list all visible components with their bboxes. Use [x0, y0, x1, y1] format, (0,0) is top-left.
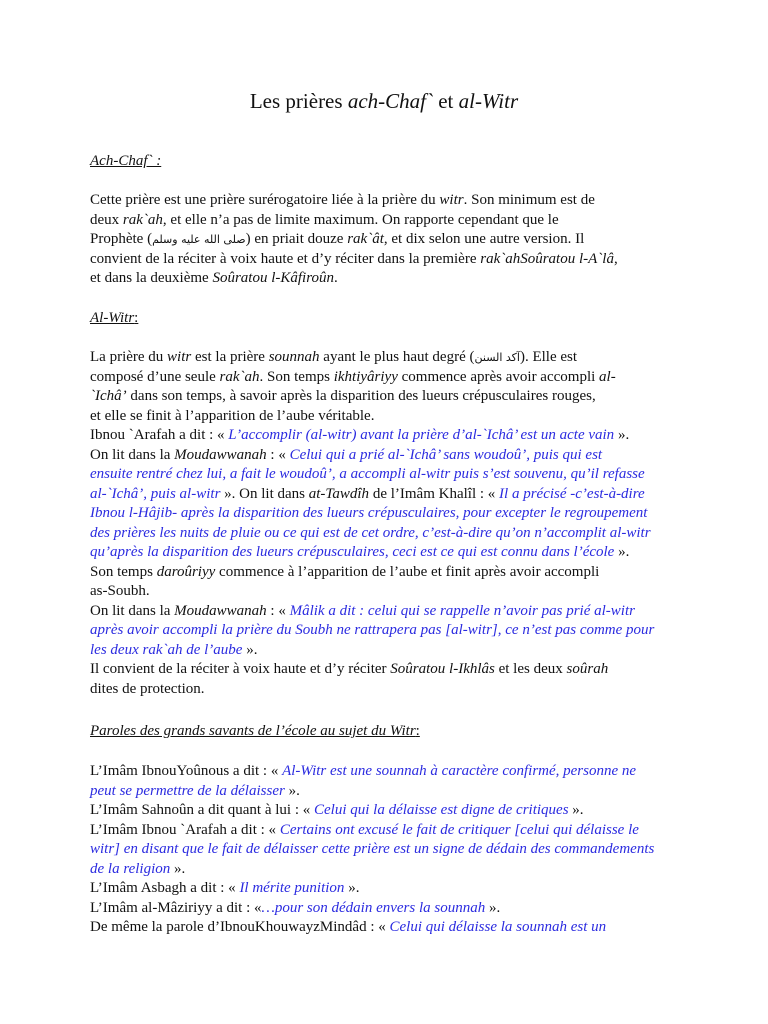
title-name-chaf: ach-Chaf` [347, 89, 433, 113]
text-span: : « [266, 602, 290, 619]
text-line [90, 762, 690, 782]
paragraph-witr [90, 348, 690, 699]
text-span: rak`ât [347, 231, 384, 247]
text-span: et elle se finit à l’apparition de l’aube véritable. [90, 407, 375, 424]
text-line [90, 782, 690, 802]
text-line [90, 524, 690, 544]
paragraph-paroles [90, 762, 690, 938]
text-span: witr [439, 192, 464, 208]
text-span: . Son minimum est de [463, 192, 595, 208]
text-span: dans son temps, à savoir après la disparition des lueurs crépusculaires rouges, [126, 388, 596, 404]
text-line [90, 899, 690, 919]
text-line [90, 191, 690, 211]
text-span: ». [344, 880, 360, 896]
text-span: sounnah [268, 349, 320, 365]
quote: witr] en disant que le fait de délaisser cette prière est un signe de dédain des commandements [90, 841, 655, 857]
title-prefix: Les prières [249, 89, 348, 113]
text-span: Cette prière est une prière surérogatoire liée à la prière du [90, 192, 440, 208]
text-span: rak`ahSoûratou l-A`lâ [480, 250, 614, 267]
text-span: rak`ah [122, 211, 163, 228]
quote: des prières les nuits de pluie ou ce qui est de cet ordre, c’est-à-dire qu’on n’accomplit al-witr [90, 524, 651, 541]
quote: Ibnou l-Hâjib- après la disparition des lueurs crépusculaires, pour excepter le regroupement [90, 505, 648, 521]
text-span: ikhtiyâriyy [333, 368, 398, 385]
text-span: ». [242, 641, 258, 658]
quote: Celui qui a prié al-`Ichâ’ sans woudoû’, puis qui est [289, 446, 603, 463]
heading-text: Paroles des grands savants de l’école au sujet du Witr [90, 723, 416, 739]
text-line [90, 426, 690, 446]
text-span: Prophète ( [90, 231, 153, 247]
text-span: ». [568, 802, 584, 818]
text-span: de l’Imâm Khalîl : « [369, 485, 500, 502]
quote: Celui qui la délaisse est digne de critiques [314, 802, 569, 818]
text-span: deux [90, 211, 123, 228]
text-line [90, 621, 690, 641]
text-line [90, 801, 690, 821]
text-span: La prière du [90, 349, 168, 365]
heading-colon: : [415, 723, 420, 739]
quote: Il mérite punition [239, 880, 345, 896]
text-span: soûrah [566, 661, 609, 677]
title-mid: et [432, 89, 459, 113]
quote: de la religion [90, 860, 171, 877]
text-line [90, 918, 690, 938]
text-line [90, 602, 690, 622]
text-span: . [145, 583, 150, 599]
text-span: . [334, 270, 338, 286]
text-span: et dans la deuxième [90, 270, 213, 286]
text-span: : « [266, 446, 290, 463]
text-span: ». On lit dans [220, 485, 309, 502]
text-line [90, 582, 690, 602]
text-line [90, 407, 690, 427]
text-span: L’Imâm Ibnou `Arafah a dit : « [90, 821, 280, 838]
text-span: L’Imâm Sahnoûn a dit quant à lui : « [90, 802, 314, 818]
quote: peut se permettre de la délaisser [90, 782, 285, 799]
text-line [90, 269, 690, 289]
text-span: `Ichâ’ [90, 388, 127, 404]
text-span: commence après avoir accompli [397, 368, 600, 385]
section-heading-chaf [90, 152, 690, 172]
text-line [90, 680, 690, 700]
text-line [90, 660, 690, 680]
text-span: De même la parole d’IbnouKhouwayzMindâd : « [90, 919, 390, 935]
text-span: Soûratou l-Kâfiroûn [212, 270, 335, 286]
heading-text: Al-Witr [90, 310, 135, 326]
text-line [90, 465, 690, 485]
text-span: dites de protection. [90, 680, 205, 697]
text-span: ) en priait douze [245, 231, 348, 247]
quote: après avoir accompli la prière du Soubh ne rattrapera pas [al-witr], ce n’est pas comme pour [90, 622, 655, 638]
text-span: composé d’une seule [90, 368, 220, 385]
text-line [90, 485, 690, 505]
text-span: rak`ah [219, 368, 260, 385]
text-span: daroûriyy [156, 563, 216, 580]
quote: ensuite rentré chez lui, a fait le woudoû’, a accompli al-witr puis s’est souvenu, qu’il refasse [90, 466, 645, 482]
text-span: On lit dans la [90, 446, 175, 463]
text-span: at-Tawdîh [308, 485, 370, 502]
text-span: witr [167, 349, 192, 365]
heading-colon: : [134, 310, 139, 326]
text-span: Il convient de la réciter à voix haute et d’y réciter [90, 661, 391, 677]
text-span: commence à l’apparition de l’aube et finit après avoir accompli [215, 563, 600, 580]
arabic-salutation: صلى الله عليه وسلم [152, 233, 246, 246]
text-line [90, 860, 690, 880]
quote: Celui qui délaisse la sounnah est un [389, 919, 607, 935]
text-span: Ibnou `Arafah a dit : « [90, 427, 229, 443]
paragraph-chaf [90, 191, 690, 289]
text-line [90, 446, 690, 466]
text-span: L’Imâm IbnouYoûnous a dit : « [90, 763, 283, 779]
quote: Certains ont excusé le fait de critiquer [celui qui délaisse le [279, 821, 639, 838]
text-span: , et elle n’a pas de limite maximum. On rapporte cependant que le [162, 211, 559, 228]
text-span: , et dix selon une autre version. Il [383, 231, 585, 247]
text-span: , [613, 250, 618, 267]
text-span: Moudawwanah [174, 602, 267, 619]
text-span: est la prière [191, 349, 269, 365]
text-line [90, 211, 690, 231]
heading-text: Ach-Chaf` : [90, 153, 162, 169]
text-span: ). Elle est [519, 349, 578, 365]
arabic-term: آكد السنن [474, 351, 520, 364]
text-span: al- [599, 368, 616, 385]
title-name-witr: al-Witr [458, 89, 519, 113]
text-span: . Son temps [259, 368, 334, 385]
text-span: ». [614, 427, 630, 443]
quote: Il a précisé -c’est-à-dire [499, 485, 645, 502]
page-title [0, 88, 768, 114]
text-span: as-Soubh [90, 583, 146, 599]
text-span: ». [614, 544, 630, 560]
text-span: ». [170, 860, 186, 877]
quote: al-`Ichâ’, puis al-witr [90, 485, 221, 502]
quote: qu’après la disparition des lueurs crépusculaires, ceci est ce qui est connu dans l’école [90, 544, 615, 560]
text-line [90, 230, 690, 250]
quote: les deux rak`ah de l’aube [90, 641, 243, 658]
text-line [90, 543, 690, 563]
text-span: ayant le plus haut degré ( [319, 349, 475, 365]
text-line [90, 563, 690, 583]
text-line [90, 879, 690, 899]
text-line [90, 821, 690, 841]
text-span: ». [485, 899, 501, 916]
text-line [90, 387, 690, 407]
text-span: On lit dans la [90, 602, 175, 619]
text-line [90, 348, 690, 368]
text-span: L’Imâm al-Mâziriyy a dit : « [90, 899, 262, 916]
text-line [90, 368, 690, 388]
text-span: L’Imâm Asbagh a dit : « [90, 880, 240, 896]
text-line [90, 641, 690, 661]
text-span: et les deux [494, 661, 567, 677]
text-span: Moudawwanah [174, 446, 267, 463]
text-span: Son temps [90, 563, 157, 580]
section-heading-paroles [90, 722, 690, 742]
text-line [90, 504, 690, 524]
text-line [90, 250, 690, 270]
text-line [90, 840, 690, 860]
section-heading-witr [90, 309, 690, 329]
quote: Mâlik a dit : celui qui se rappelle n’avoir pas prié al-witr [289, 602, 635, 619]
text-span: convient de la réciter à voix haute et d’y réciter dans la première [90, 250, 481, 267]
text-span: ». [284, 782, 300, 799]
quote: L’accomplir (al-witr) avant la prière d’al-`Ichâ’ est un acte vain [228, 427, 615, 443]
quote: Al-Witr est une sounnah à caractère confirmé, personne ne [282, 763, 637, 779]
text-span: Soûratou l-Ikhlâs [390, 661, 495, 677]
quote: …pour son dédain envers la sounnah [261, 899, 486, 916]
